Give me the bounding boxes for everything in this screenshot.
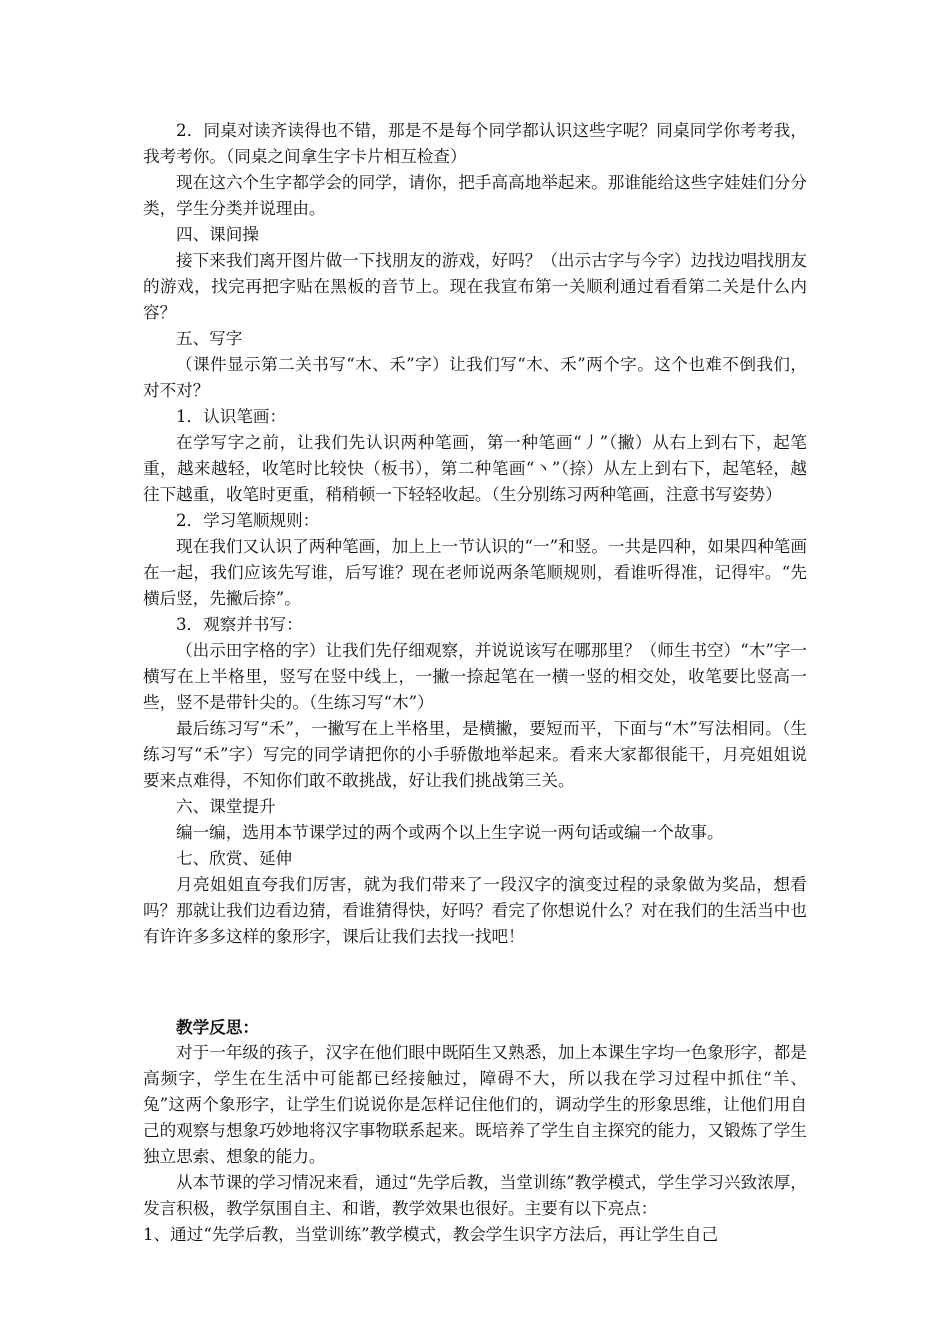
blank-gap [143, 950, 807, 1014]
paragraph: 2．同桌对读齐读得也不错，那是不是每个同学都认识这些字呢？同桌同学你考考我，我考考你。（同桌之间拿生字卡片相互检查） [143, 121, 807, 166]
section-heading-6: 六、课堂提升 [176, 797, 276, 816]
subheading: 2．学习笔顺规则： [176, 511, 320, 530]
paragraph: 从本节课的学习情况来看，通过“先学后教，当堂训练”教学模式，学生学习兴致浓厚，发言积极，教学氛围自主、和谐，教学效果也很好。主要有以下亮点： [143, 1173, 807, 1218]
section-heading-5: 五、写字 [176, 329, 243, 348]
subheading: 1．认识笔画： [176, 407, 287, 426]
paragraph: 接下来我们离开图片做一下找朋友的游戏，好吗？（出示古字与今字）边找边唱找朋友的游戏，找完再把字贴在黑板的音节上。现在我宣布第一关顺利通过看看第二关是什么内容？ [143, 251, 807, 322]
paragraph: （课件显示第二关书写“木、禾”字）让我们写“木、禾”两个字。这个也难不倒我们，对不对？ [143, 355, 807, 400]
paragraph: 现在这六个生字都学会的同学，请你，把手高高地举起来。那谁能给这些字娃娃们分分类，学生分类并说理由。 [143, 173, 807, 218]
paragraph-continued: 1、通过“先学后教，当堂训练”教学模式，教会学生识字方法后，再让学生自己 [143, 1225, 719, 1244]
paragraph: 月亮姐姐直夸我们厉害，就为我们带来了一段汉字的演变过程的录象做为奖品，想看吗？那就让我们边看边猜，看谁猜得快，好吗？看完了你想说什么？对在我们的生活当中也有许许多多这样的象形字，课后让我们去找一找吧！ [143, 875, 807, 946]
subheading: 3．观察并书写： [176, 615, 303, 634]
section-heading-7: 七、欣赏、延伸 [176, 849, 293, 868]
paragraph: 编一编，选用本节课学过的两个或两个以上生字说一两句话或编一个故事。 [176, 823, 724, 842]
document-body [143, 118, 807, 1248]
paragraph: （出示田字格的字）让我们先仔细观察，并说说该写在哪那里？（师生书空）“木”字一横写在上半格里，竖写在竖中线上，一撇一捺起笔在一横一竖的相交处，收笔要比竖高一些，竖不是带针尖的。（生练习写“木”） [143, 641, 807, 712]
section-heading-4: 四、课间操 [176, 225, 259, 244]
reflection-heading: 教学反思： [176, 1017, 259, 1037]
paragraph: 最后练习写“禾”，一撇写在上半格里，是横撇，要短而平，下面与“木”写法相同。（生练习写“禾”字）写完的同学请把你的小手骄傲地举起来。看来大家都很能干，月亮姐姐说要来点难得，不知你们敢不敢挑战，好让我们挑战第三关。 [143, 719, 807, 790]
paragraph: 在学写字之前，让我们先认识两种笔画，第一种笔画“丿”（撇）从右上到右下，起笔重，越来越轻，收笔时比较快（板书），第二种笔画“丶”（捺）从左上到右下，起笔轻，越往下越重，收笔时更重，稍稍顿一下轻轻收起。（生分别练习两种笔画，注意书写姿势） [143, 433, 807, 504]
paragraph: 对于一年级的孩子，汉字在他们眼中既陌生又熟悉，加上本课生字均一色象形字，都是高频字，学生在生活中可能都已经接触过，障碍不大，所以我在学习过程中抓住“羊、兔”这两个象形字，让学生们说说你是怎样记住他们的，调动学生的形象思维，让他们用自己的观察与想象巧妙地将汉字事物联系起来。既培养了学生自主探究的能力，又锻炼了学生独立思索、想象的能力。 [143, 1043, 807, 1166]
paragraph: 现在我们又认识了两种笔画，加上上一节认识的“一”和竖。一共是四种，如果四种笔画在一起，我们应该先写谁，后写谁？现在老师说两条笔顺规则，看谁听得准，记得牢。“先横后竖，先撇后捺”。 [143, 537, 807, 608]
